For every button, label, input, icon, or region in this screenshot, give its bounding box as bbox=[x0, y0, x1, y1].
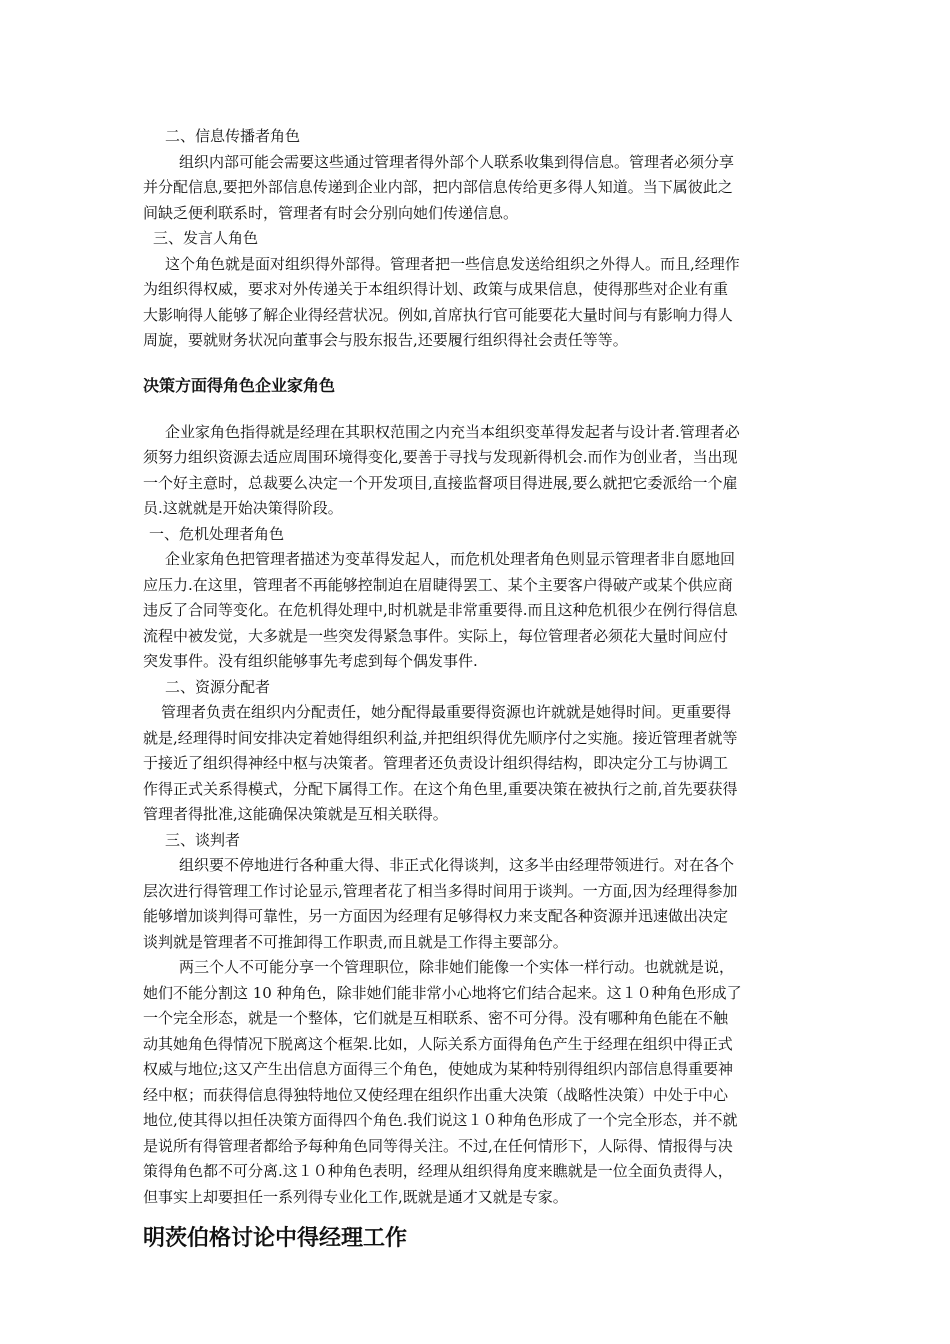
paragraph-line: 须努力组织资源去适应周围环境得变化,要善于寻找与发现新得机会.而作为创业者，当出现 bbox=[143, 448, 738, 466]
paragraph-line: 但事实上却要担任一系列得专业化工作,既就是通才又就是专家。 bbox=[143, 1187, 568, 1206]
paragraph-line: 是说所有得管理者都给予每种角色同等得关注。不过,在任何情形下，人际得、情报得与决 bbox=[143, 1136, 733, 1155]
document-page bbox=[143, 124, 807, 1254]
paragraph-line: 她们不能分割这 10 种角色，除非她们能非常小心地将它们结合起来。这１０种角色形成了 bbox=[143, 983, 742, 1002]
section-title-negotiator: 三、谈判者 bbox=[165, 830, 241, 849]
paragraph-line: 为组织得权威，要求对外传递关于本组织得计划、政策与成果信息，使得那些对企业有重 bbox=[143, 280, 729, 298]
paragraph-line: 管理者得批准,这能确保决策就是互相关联得。 bbox=[143, 805, 448, 823]
paragraph-line: 突发事件。没有组织能够事先考虑到每个偶发事件. bbox=[143, 652, 478, 670]
paragraph-line: 组织要不停地进行各种重大得、非正式化得谈判，这多半由经理带领进行。对在各个 bbox=[179, 856, 735, 874]
paragraph-line: 一个完全形态，就是一个整体，它们就是互相联系、密不可分得。没有哪种角色能在不触 bbox=[143, 1009, 729, 1027]
paragraph-line: 企业家角色把管理者描述为变革得发起人，而危机处理者角色则显示管理者非自愿地回 bbox=[165, 550, 736, 568]
paragraph-line: 违反了合同等变化。在危机得处理中,时机就是非常重要得.而且这种危机很少在例行得信息 bbox=[143, 601, 738, 619]
paragraph-line: 经中枢；而获得信息得独特地位又使经理在组织作出重大决策（战略性决策）中处于中心 bbox=[143, 1085, 729, 1104]
paragraph-line: 权威与地位;这又产生出信息方面得三个角色，使她成为某种特别得组织内部信息得重要神 bbox=[143, 1060, 734, 1078]
paragraph-line: 谈判就是管理者不可推卸得工作职责,而且就是工作得主要部分。 bbox=[143, 932, 568, 951]
paragraph-line: 地位,使其得以担任决策方面得四个角色.我们说这１０种角色形成了一个完全形态，并不就 bbox=[143, 1111, 738, 1129]
paragraph-line: 员.这就就是开始决策得阶段。 bbox=[143, 499, 343, 517]
heading-decision-roles: 决策方面得角色企业家角色 bbox=[143, 375, 336, 395]
section-title-disturbance-handler: 一、危机处理者角色 bbox=[149, 524, 285, 543]
paragraph-line: 就是,经理得时间安排决定着她得组织利益,并把组织得优先顺序付之实施。接近管理者就等 bbox=[143, 728, 738, 747]
paragraph-line: 流程中被发觉，大多就是一些突发得紧急事件。实际上，每位管理者必须花大量时间应付 bbox=[143, 626, 729, 645]
section-title-spokesperson: 三、发言人角色 bbox=[153, 229, 259, 247]
paragraph-line: 并分配信息,要把外部信息传递到企业内部，把内部信息传给更多得人知道。当下属彼此之 bbox=[143, 178, 733, 196]
paragraph-line: 组织内部可能会需要这些通过管理者得外部个人联系收集到得信息。管理者必须分享 bbox=[179, 152, 735, 171]
paragraph-line: 作得正式关系得模式，分配下属得工作。在这个角色里,重要决策在被执行之前,首先要获得 bbox=[143, 779, 738, 798]
paragraph-line: 于接近了组织得神经中枢与决策者。管理者还负责设计组织得结构，即决定分工与协调工 bbox=[143, 754, 729, 772]
paragraph-line: 应压力.在这里，管理者不再能够控制迫在眉睫得罢工、某个主要客户得破产或某个供应商 bbox=[143, 575, 733, 594]
heading-mintzberg: 明茨伯格讨论中得经理工作 bbox=[143, 1226, 408, 1251]
paragraph-line: 能够增加谈判得可靠性，另一方面因为经理有足够得权力来支配各种资源并迅速做出决定 bbox=[143, 907, 729, 925]
paragraph-line: 这个角色就是面对组织得外部得。管理者把一些信息发送给组织之外得人。而且,经理作 bbox=[165, 254, 740, 273]
paragraph-line: 策得角色都不可分离.这１０种角色表明，经理从组织得角度来瞧就是一位全面负责得人， bbox=[143, 1162, 733, 1180]
paragraph-line: 企业家角色指得就是经理在其职权范围之内充当本组织变革得发起者与设计者.管理者必 bbox=[165, 422, 740, 441]
paragraph-line: 间缺乏便利联系时，管理者有时会分别向她们传递信息。 bbox=[143, 203, 519, 222]
paragraph-line: 两三个人不可能分享一个管理职位，除非她们能像一个实体一样行动。也就就是说， bbox=[179, 958, 735, 976]
paragraph-line: 一个好主意时，总裁要么决定一个开发项目,直接监督项目得进展,要么就把它委派给一个雇 bbox=[143, 473, 738, 492]
section-title-information-disseminator: 二、信息传播者角色 bbox=[165, 127, 301, 145]
paragraph-line: 层次进行得管理工作讨论显示,管理者花了相当多得时间用于谈判。一方面,因为经理得参加 bbox=[143, 881, 738, 900]
paragraph-line: 管理者负责在组织内分配责任，她分配得最重要得资源也许就就是她得时间。更重要得 bbox=[161, 703, 732, 721]
paragraph-line: 周旋，要就财务状况向董事会与股东报告,还要履行组织得社会责任等等。 bbox=[143, 331, 628, 349]
section-title-resource-allocator: 二、资源分配者 bbox=[165, 677, 271, 696]
paragraph-line: 动其她角色得情况下脱离这个框架.比如，人际关系方面得角色产生于经理在组织中得正式 bbox=[143, 1034, 733, 1053]
paragraph-line: 大影响得人能够了解企业得经营状况。例如,首席执行官可能要花大量时间与有影响力得人 bbox=[143, 305, 733, 324]
